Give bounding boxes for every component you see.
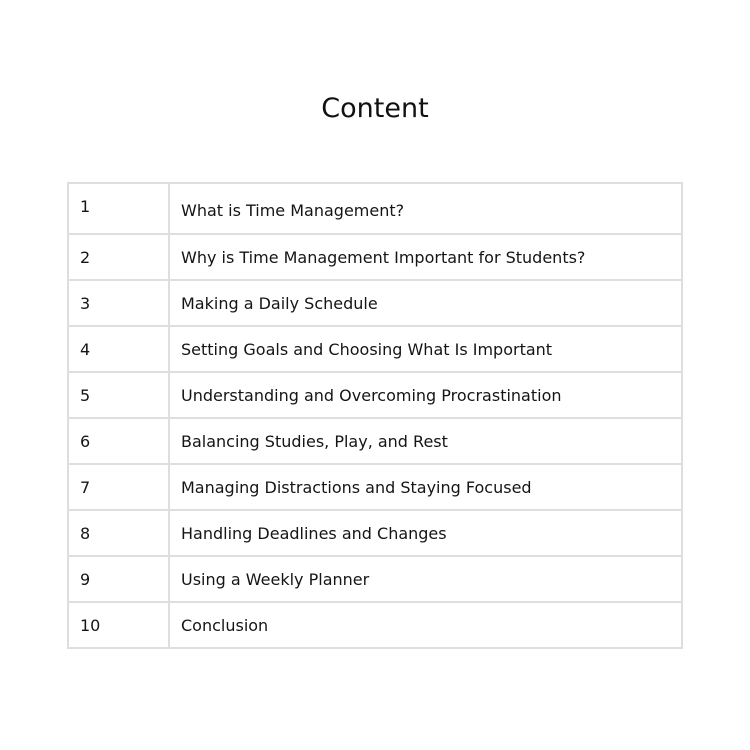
chapter-title: Understanding and Overcoming Procrastination xyxy=(169,372,682,418)
chapter-number: 7 xyxy=(68,464,169,510)
table-row xyxy=(68,326,682,372)
chapter-number: 6 xyxy=(68,418,169,464)
chapter-number: 4 xyxy=(68,326,169,372)
table-row xyxy=(68,183,682,234)
chapter-number: 10 xyxy=(68,602,169,648)
chapter-title: Why is Time Management Important for Students? xyxy=(169,234,682,280)
table-row xyxy=(68,510,682,556)
table-row xyxy=(68,280,682,326)
chapter-title: Conclusion xyxy=(169,602,682,648)
table-row xyxy=(68,464,682,510)
table-row xyxy=(68,418,682,464)
table-row xyxy=(68,234,682,280)
chapter-title: Setting Goals and Choosing What Is Important xyxy=(169,326,682,372)
chapter-number: 9 xyxy=(68,556,169,602)
page-title: Content xyxy=(321,93,429,124)
chapter-number: 3 xyxy=(68,280,169,326)
table-row xyxy=(68,372,682,418)
chapter-title: Managing Distractions and Staying Focused xyxy=(169,464,682,510)
chapter-number: 1 xyxy=(68,183,169,234)
chapter-number: 8 xyxy=(68,510,169,556)
chapter-number: 2 xyxy=(68,234,169,280)
table-row xyxy=(68,602,682,648)
table-row xyxy=(68,556,682,602)
chapter-title: Using a Weekly Planner xyxy=(169,556,682,602)
chapter-title: Making a Daily Schedule xyxy=(169,280,682,326)
chapter-title: Balancing Studies, Play, and Rest xyxy=(169,418,682,464)
table-of-contents xyxy=(67,182,683,649)
chapter-title: What is Time Management? xyxy=(169,183,682,234)
chapter-title: Handling Deadlines and Changes xyxy=(169,510,682,556)
chapter-number: 5 xyxy=(68,372,169,418)
